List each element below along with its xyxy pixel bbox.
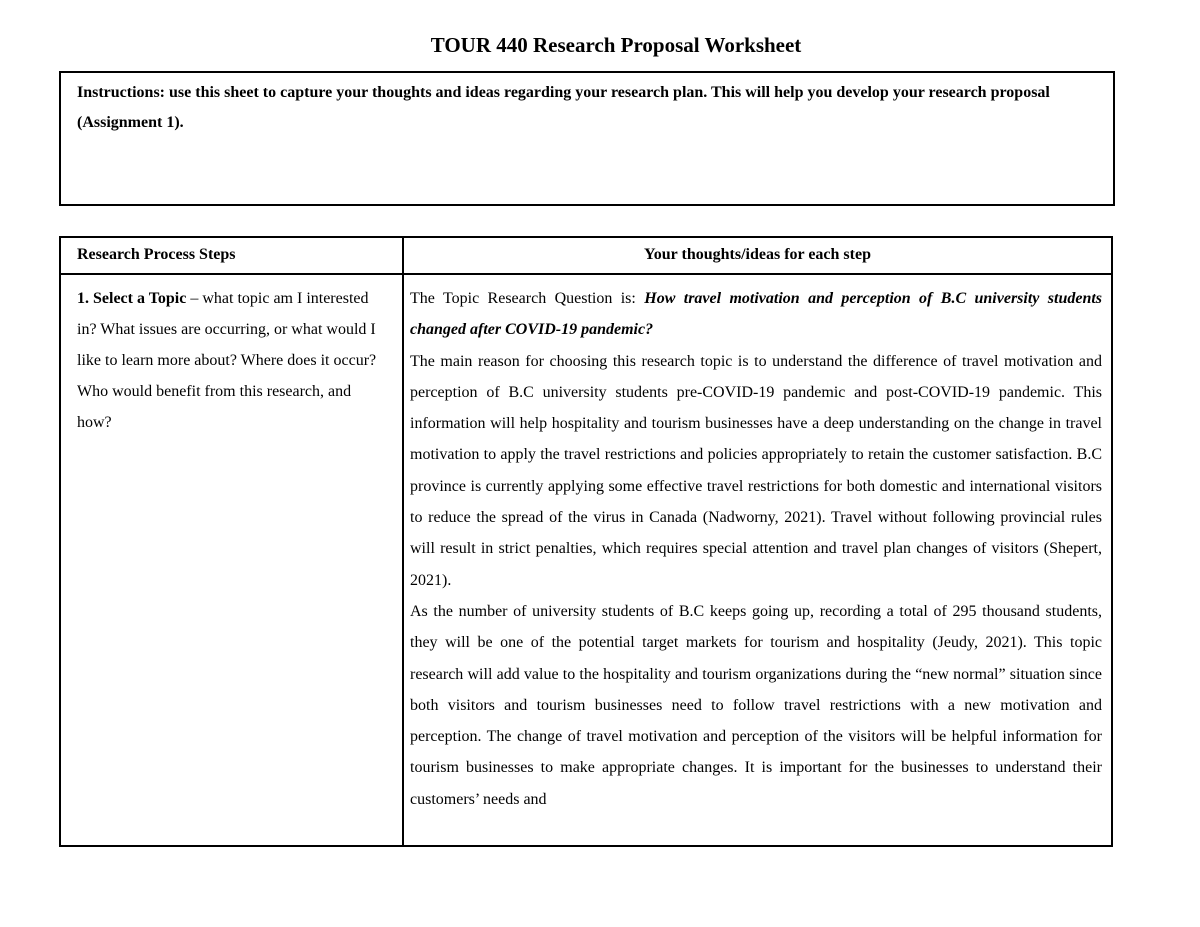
step-description: – what topic am I interested in? What issues are occurring, or what would I like to learn more about? Where does it occur? Who would benefit from this research, and how?	[77, 290, 377, 431]
research-question: How travel motivation and perception of B.C university students changed after COVID-19 pandemic?	[410, 290, 1103, 339]
worksheet-table	[59, 236, 1113, 847]
research-question-line	[410, 283, 1102, 346]
column-divider	[402, 238, 404, 845]
document-title: TOUR 440 Research Proposal Worksheet	[430, 33, 802, 57]
thoughts-cell	[410, 283, 1102, 815]
question-prefix: The Topic Research Question is:	[410, 290, 645, 307]
step-cell	[77, 283, 377, 438]
header-divider	[61, 273, 1111, 275]
step-title: 1. Select a Topic	[77, 290, 187, 307]
paragraph-2: As the number of university students of B.C keeps going up, recording a total of 295 thousand students, they will be one of the potential target markets for tourism and hospitality (Jeudy, 2021). This topic research will add value to the hospitality and tourism organizations during the “new normal” situation since both visitors and tourism businesses need to follow travel restrictions with a new motivation and perception. The change of travel motivation and perception of the visitors will be helpful information for tourism businesses to make appropriate changes. It is important for the businesses to understand their customers’ needs and	[410, 602, 1102, 808]
paragraph-1: The main reason for choosing this research topic is to understand the difference of travel motivation and perception of B.C university students pre-COVID-19 pandemic and post-COVID-19 pandemic. This information will help hospitality and tourism businesses have a deep understanding on the change in travel motivation to apply the travel restrictions and policies appropriately to retain the customer satisfaction. B.C province is currently applying some effective travel restrictions for both domestic and international visitors to reduce the spread of the virus in Canada (Nadworny, 2021). Travel without following provincial rules will result in strict penalties, which requires special attention and travel plan changes of visitors (Shepert, 2021).	[410, 352, 1102, 589]
instructions-text: Instructions: use this sheet to capture your thoughts and ideas regarding your research plan. This will help you develop your research proposal (Assignment 1).	[77, 84, 1050, 131]
header-thoughts-ideas: Your thoughts/ideas for each step	[644, 246, 871, 263]
instructions-box	[59, 71, 1115, 206]
header-research-steps: Research Process Steps	[77, 246, 236, 263]
